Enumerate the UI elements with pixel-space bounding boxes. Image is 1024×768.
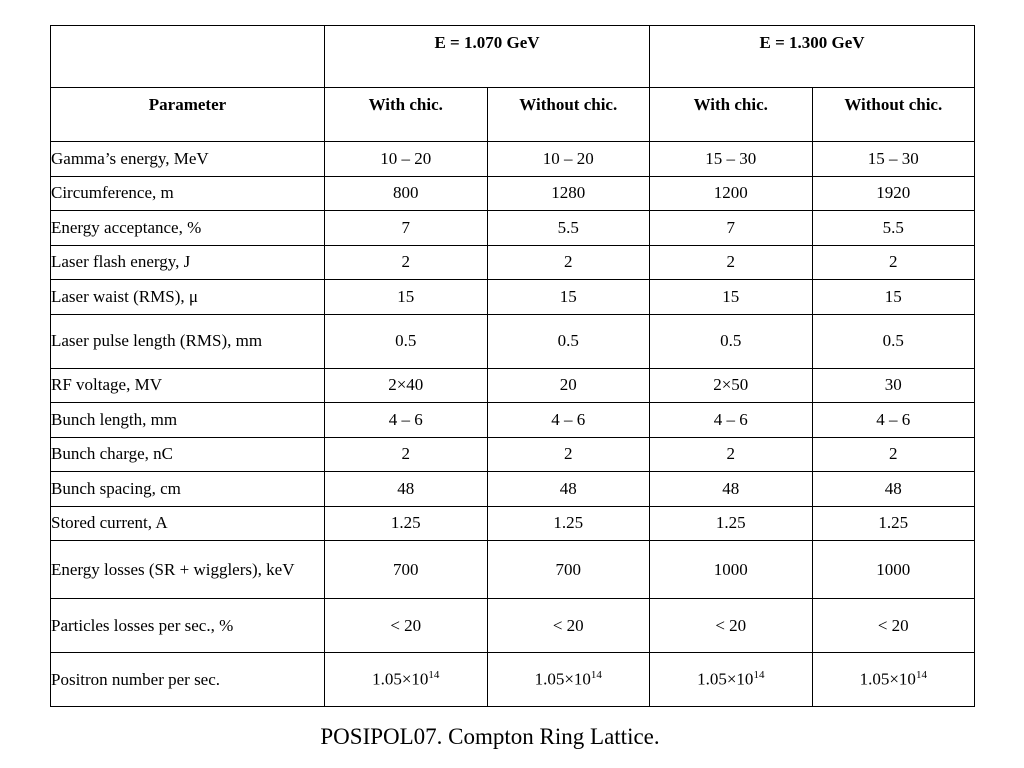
cell-value: < 20 xyxy=(715,615,747,635)
row-label: Bunch spacing, cm xyxy=(51,478,181,498)
cell-value: 1.05×10 xyxy=(372,669,429,689)
cell-value: 2 xyxy=(889,444,898,464)
cell-value: 700 xyxy=(555,559,581,579)
cell-exponent: 14 xyxy=(590,669,602,682)
value-cell-without-chic-1070 xyxy=(487,245,650,280)
cell-value: 1.25 xyxy=(390,513,421,533)
cell-value: 4 – 6 xyxy=(713,409,748,429)
value-cell-with-chic-1070 xyxy=(325,599,488,653)
cell-value: 2×40 xyxy=(388,375,424,395)
energy-header-row xyxy=(51,26,975,88)
value-cell-without-chic-1070 xyxy=(487,437,650,472)
cell-value: 48 xyxy=(884,478,902,498)
value-cell-without-chic-1300 xyxy=(812,599,975,653)
table-row xyxy=(51,280,975,315)
slide-caption: POSIPOL07. Compton Ring Lattice. xyxy=(320,724,660,749)
cell-value: 4 – 6 xyxy=(876,409,911,429)
value-cell-without-chic-1300 xyxy=(812,314,975,368)
value-cell-without-chic-1300 xyxy=(812,368,975,403)
value-cell-with-chic-1300 xyxy=(650,472,813,507)
cell-value: 48 xyxy=(722,478,740,498)
cell-value: 0.5 xyxy=(882,331,904,350)
value-cell-without-chic-1070 xyxy=(487,280,650,315)
row-label-cell xyxy=(51,541,325,599)
value-cell-with-chic-1300 xyxy=(650,599,813,653)
cell-value: 10 – 20 xyxy=(542,148,594,168)
cell-value: 2 xyxy=(889,252,898,272)
value-cell-with-chic-1070 xyxy=(325,437,488,472)
value-cell-without-chic-1070 xyxy=(487,506,650,541)
cell-value: < 20 xyxy=(390,615,422,635)
value-cell-with-chic-1300 xyxy=(650,653,813,707)
parameter-header-row xyxy=(51,88,975,142)
cell-value: 1.25 xyxy=(878,513,909,533)
table-row xyxy=(51,437,975,472)
value-cell-without-chic-1070 xyxy=(487,368,650,403)
table-row xyxy=(51,314,975,368)
value-cell-without-chic-1300 xyxy=(812,653,975,707)
cell-value: 15 – 30 xyxy=(867,148,919,168)
row-label: Circumference, m xyxy=(51,183,174,203)
value-cell-without-chic-1070 xyxy=(487,176,650,211)
energy-header-1300: E = 1.300 GeV xyxy=(650,26,975,88)
row-label-cell xyxy=(51,245,325,280)
value-cell-with-chic-1070 xyxy=(325,176,488,211)
row-label: Energy acceptance, % xyxy=(51,217,202,237)
row-label-cell xyxy=(51,314,325,368)
value-cell-with-chic-1300 xyxy=(650,314,813,368)
cell-value: 48 xyxy=(397,478,415,498)
value-cell-with-chic-1300 xyxy=(650,211,813,246)
subheader-without-chic-1300: Without chic. xyxy=(812,88,975,142)
row-label-cell xyxy=(51,653,325,707)
row-label: Energy losses (SR + wigglers), keV xyxy=(51,559,295,579)
value-cell-with-chic-1300 xyxy=(650,245,813,280)
row-label-cell xyxy=(51,211,325,246)
cell-value: 4 – 6 xyxy=(388,409,423,429)
cell-value: 7 xyxy=(401,217,410,237)
value-cell-without-chic-1300 xyxy=(812,472,975,507)
row-label-cell xyxy=(51,437,325,472)
value-cell-without-chic-1300 xyxy=(812,245,975,280)
row-label-cell xyxy=(51,403,325,438)
cell-value: 30 xyxy=(884,375,902,395)
cell-value: < 20 xyxy=(552,615,584,635)
value-cell-without-chic-1070 xyxy=(487,541,650,599)
cell-value: 2 xyxy=(726,252,736,272)
value-cell-with-chic-1070 xyxy=(325,368,488,403)
cell-value: 2 xyxy=(401,444,410,464)
cell-value: 800 xyxy=(393,183,419,203)
energy-header-1070: E = 1.070 GeV xyxy=(325,26,650,88)
value-cell-without-chic-1300 xyxy=(812,176,975,211)
cell-exponent: 14 xyxy=(753,669,765,682)
value-cell-with-chic-1070 xyxy=(325,245,488,280)
cell-value: 7 xyxy=(726,217,736,237)
cell-value: 1.05×10 xyxy=(534,669,591,689)
value-cell-with-chic-1300 xyxy=(650,142,813,177)
row-label: Particles losses per sec., % xyxy=(51,615,234,635)
value-cell-with-chic-1300 xyxy=(650,280,813,315)
cell-value: 2 xyxy=(564,444,573,464)
row-label: Stored current, A xyxy=(51,513,168,533)
value-cell-with-chic-1070 xyxy=(325,403,488,438)
cell-value: 1.05×10 xyxy=(697,669,754,689)
table-row xyxy=(51,472,975,507)
compton-ring-parameters-table xyxy=(50,25,975,707)
value-cell-without-chic-1070 xyxy=(487,599,650,653)
value-cell-without-chic-1070 xyxy=(487,142,650,177)
cell-value: 1920 xyxy=(876,183,911,203)
value-cell-with-chic-1300 xyxy=(650,437,813,472)
cell-exponent: 14 xyxy=(915,669,927,682)
row-label: Laser waist (RMS), μ xyxy=(51,286,198,306)
cell-value: 15 xyxy=(397,286,415,306)
cell-value: 5.5 xyxy=(882,217,904,237)
table-row xyxy=(51,541,975,599)
cell-value: 1000 xyxy=(713,559,748,579)
row-label-cell xyxy=(51,472,325,507)
value-cell-without-chic-1300 xyxy=(812,403,975,438)
table-row xyxy=(51,368,975,403)
value-cell-with-chic-1300 xyxy=(650,176,813,211)
row-label: Bunch length, mm xyxy=(51,409,178,429)
cell-value: 4 – 6 xyxy=(551,409,586,429)
cell-value: 1.25 xyxy=(553,513,584,533)
cell-value: 10 – 20 xyxy=(380,148,432,168)
row-label-cell xyxy=(51,280,325,315)
row-label-cell xyxy=(51,599,325,653)
value-cell-with-chic-1300 xyxy=(650,368,813,403)
row-label: Positron number per sec. xyxy=(51,669,221,689)
row-label: Gamma’s energy, MeV xyxy=(51,148,209,168)
cell-value: 1000 xyxy=(876,559,911,579)
cell-value: 0.5 xyxy=(720,331,742,350)
cell-value: 15 xyxy=(559,286,577,306)
cell-value: 48 xyxy=(559,478,577,498)
value-cell-without-chic-1070 xyxy=(487,211,650,246)
cell-value: 15 xyxy=(722,286,740,306)
value-cell-without-chic-1300 xyxy=(812,280,975,315)
subheader-with-chic-1300: With chic. xyxy=(650,88,813,142)
cell-value: 15 xyxy=(884,286,902,306)
table-row xyxy=(51,506,975,541)
cell-value: 5.5 xyxy=(557,217,579,237)
row-label: Laser pulse length (RMS), mm xyxy=(51,331,263,350)
value-cell-without-chic-1300 xyxy=(812,506,975,541)
cell-value: 700 xyxy=(393,559,419,579)
cell-value: 15 – 30 xyxy=(705,148,757,168)
value-cell-with-chic-1070 xyxy=(325,653,488,707)
value-cell-with-chic-1070 xyxy=(325,280,488,315)
value-cell-with-chic-1070 xyxy=(325,472,488,507)
value-cell-with-chic-1070 xyxy=(325,541,488,599)
row-label: RF voltage, MV xyxy=(51,375,162,395)
subheader-with-chic-1070: With chic. xyxy=(325,88,488,142)
value-cell-without-chic-1070 xyxy=(487,472,650,507)
value-cell-without-chic-1300 xyxy=(812,211,975,246)
cell-value: 2 xyxy=(401,252,410,272)
subheader-without-chic-1070: Without chic. xyxy=(487,88,650,142)
table-row xyxy=(51,142,975,177)
cell-value: 1.25 xyxy=(715,513,746,533)
value-cell-with-chic-1300 xyxy=(650,403,813,438)
table-row xyxy=(51,211,975,246)
cell-value: 0.5 xyxy=(395,331,417,350)
value-cell-with-chic-1070 xyxy=(325,211,488,246)
table-row xyxy=(51,403,975,438)
value-cell-without-chic-1070 xyxy=(487,403,650,438)
row-label: Laser flash energy, J xyxy=(51,252,191,272)
cell-value: 0.5 xyxy=(557,331,579,350)
cell-value: 2 xyxy=(564,252,573,272)
cell-value: 20 xyxy=(559,375,577,395)
table-body xyxy=(51,142,975,707)
cell-value: 2 xyxy=(726,444,736,464)
cell-value: 1.05×10 xyxy=(859,669,916,689)
value-cell-without-chic-1300 xyxy=(812,142,975,177)
table-row xyxy=(51,176,975,211)
table-row xyxy=(51,245,975,280)
value-cell-without-chic-1300 xyxy=(812,541,975,599)
cell-value: 1280 xyxy=(551,183,586,203)
row-label-cell xyxy=(51,368,325,403)
cell-value: 2×50 xyxy=(713,375,749,395)
row-label-cell xyxy=(51,506,325,541)
row-label-cell xyxy=(51,176,325,211)
value-cell-with-chic-1070 xyxy=(325,506,488,541)
table-row xyxy=(51,653,975,707)
value-cell-without-chic-1070 xyxy=(487,314,650,368)
value-cell-without-chic-1070 xyxy=(487,653,650,707)
header-corner-cell xyxy=(51,26,325,88)
cell-value: < 20 xyxy=(877,615,909,635)
row-label-cell xyxy=(51,142,325,177)
value-cell-without-chic-1300 xyxy=(812,437,975,472)
cell-value: 1200 xyxy=(713,183,748,203)
parameter-column-header: Parameter xyxy=(51,88,325,142)
row-label: Bunch charge, nC xyxy=(51,444,173,464)
value-cell-with-chic-1070 xyxy=(325,142,488,177)
table-row xyxy=(51,599,975,653)
value-cell-with-chic-1300 xyxy=(650,506,813,541)
value-cell-with-chic-1070 xyxy=(325,314,488,368)
value-cell-with-chic-1300 xyxy=(650,541,813,599)
cell-exponent: 14 xyxy=(428,669,440,682)
